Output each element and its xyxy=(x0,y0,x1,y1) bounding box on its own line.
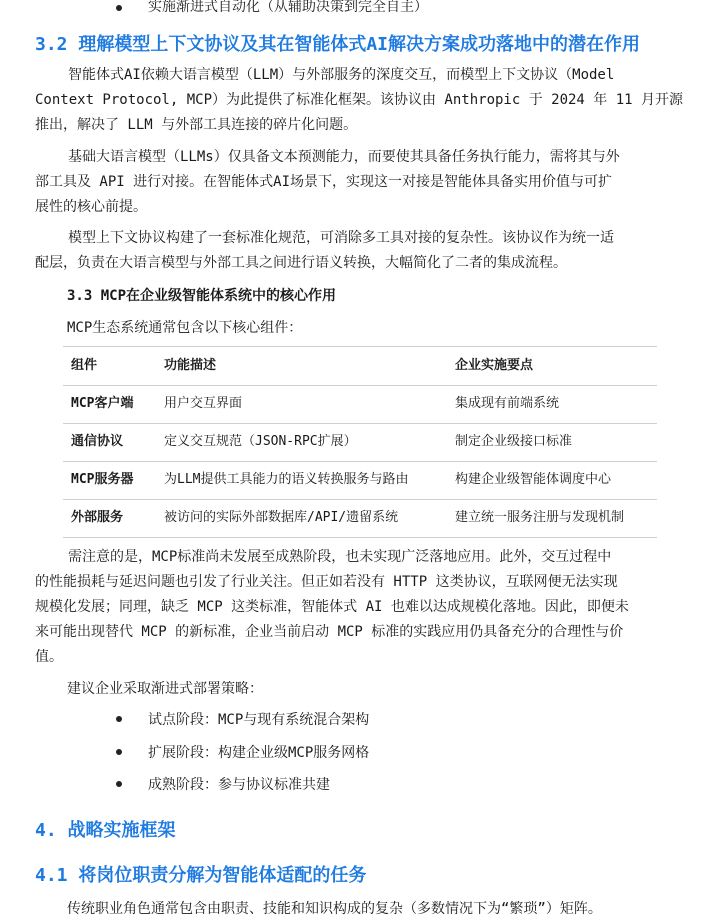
bullet-dot xyxy=(116,749,122,755)
section-3-2-paragraph-2 xyxy=(35,145,685,220)
section-3-3-intro: MCP生态系统通常包含以下核心组件： xyxy=(67,320,303,336)
table-row xyxy=(63,385,657,424)
strategy-bullet: 扩展阶段：构建企业级MCP服务网格 xyxy=(148,745,370,761)
table-cell: MCP客户端 xyxy=(71,396,134,411)
section-4-heading: 4. 战略实施框架 xyxy=(35,820,176,841)
section-3-2-heading: 3.2 理解模型上下文协议及其在智能体式AI解决方案成功落地中的潜在作用 xyxy=(35,34,641,55)
text-line: 来可能出现替代 MCP 的新标准，企业当前启动 MCP 标准的实践应用仍具备充分的合理性与价 xyxy=(35,624,624,640)
table-cell: 为LLM提供工具能力的语义转换服务与路由 xyxy=(164,472,409,487)
table-cell: 用户交互界面 xyxy=(164,396,243,411)
strategy-bullet: 成熟阶段：参与协议标准共建 xyxy=(148,777,330,793)
table-cell: 外部服务 xyxy=(71,510,124,525)
table-header-cell: 功能描述 xyxy=(164,358,217,373)
text-line: 规模化发展；同理，缺乏 MCP 这类标准，智能体式 AI 也难以达成规模化落地。因此，即便未 xyxy=(35,599,629,615)
table-cell: 建立统一服务注册与发现机制 xyxy=(455,510,625,525)
section-3-2-paragraph-3 xyxy=(35,226,685,276)
section-3-3-heading: 3.3 MCP在企业级智能体系统中的核心作用 xyxy=(67,288,337,304)
table-row xyxy=(63,423,657,462)
text-line: 部工具及 API 进行对接。在智能体式AI场景下，实现这一对接是智能体具备实用价值与可扩 xyxy=(35,174,612,190)
text-line: 模型上下文协议构建了一套标准化规范，可消除多工具对接的复杂性。该协议作为统一适 xyxy=(68,230,614,246)
section-3-2-paragraph-1 xyxy=(35,63,685,138)
table-cell: 构建企业级智能体调度中心 xyxy=(455,472,612,487)
table-cell: 通信协议 xyxy=(71,434,124,449)
table-cell: MCP服务器 xyxy=(71,472,134,487)
text-line: Context Protocol, MCP）为此提供了标准化框架。该协议由 Anthropic 于 2024 年 11 月开源 xyxy=(35,92,684,108)
table-cell: 制定企业级接口标准 xyxy=(455,434,573,449)
table-row xyxy=(63,461,657,500)
text-line: 需注意的是，MCP标准尚未发展至成熟阶段，也未实现广泛落地应用。此外，交互过程中 xyxy=(68,549,612,565)
table-cell: 被访问的实际外部数据库/API/遗留系统 xyxy=(164,510,399,525)
text-line: 智能体式AI依赖大语言模型（LLM）与外部服务的深度交互，而模型上下文协议（Model xyxy=(68,67,615,83)
section-4-1-heading: 4.1 将岗位职责分解为智能体适配的任务 xyxy=(35,865,367,886)
text-line: 配层，负责在大语言模型与外部工具之间进行语义转换，大幅简化了二者的集成流程。 xyxy=(35,255,567,271)
table-header-row xyxy=(63,346,657,386)
table-cell: 集成现有前端系统 xyxy=(455,396,560,411)
strategy-intro: 建议企业采取渐进式部署策略： xyxy=(67,681,263,697)
section-3-3-paragraph xyxy=(35,545,685,670)
text-line: 展性的核心前提。 xyxy=(35,199,147,215)
table-cell: 定义交互规范（JSON-RPC扩展） xyxy=(164,434,357,449)
table-header-cell: 组件 xyxy=(71,358,98,373)
text-line: 值。 xyxy=(35,649,63,665)
bullet-dot xyxy=(116,716,122,722)
text-line: 推出，解决了 LLM 与外部工具连接的碎片化问题。 xyxy=(35,117,358,133)
text-line: 的性能损耗与延迟问题也引发了行业关注。但正如若没有 HTTP 这类协议，互联网便无法实现 xyxy=(35,574,618,590)
table-row xyxy=(63,499,657,538)
table-header-cell: 企业实施要点 xyxy=(455,358,534,373)
bullet-dot xyxy=(116,5,122,11)
text-line: 基础大语言模型（LLMs）仅具备文本预测能力，而要使其具备任务执行能力，需将其与外 xyxy=(68,149,620,165)
bullet-dot xyxy=(116,781,122,787)
top-bullet-text: 实施渐进式自动化（从辅助决策到完全自主） xyxy=(148,0,428,15)
section-4-1-paragraph: 传统职业角色通常包含由职责、技能和知识构成的复杂（多数情况下为“繁琐”）矩阵。 xyxy=(67,901,602,917)
strategy-bullet: 试点阶段：MCP与现有系统混合架构 xyxy=(148,712,370,728)
